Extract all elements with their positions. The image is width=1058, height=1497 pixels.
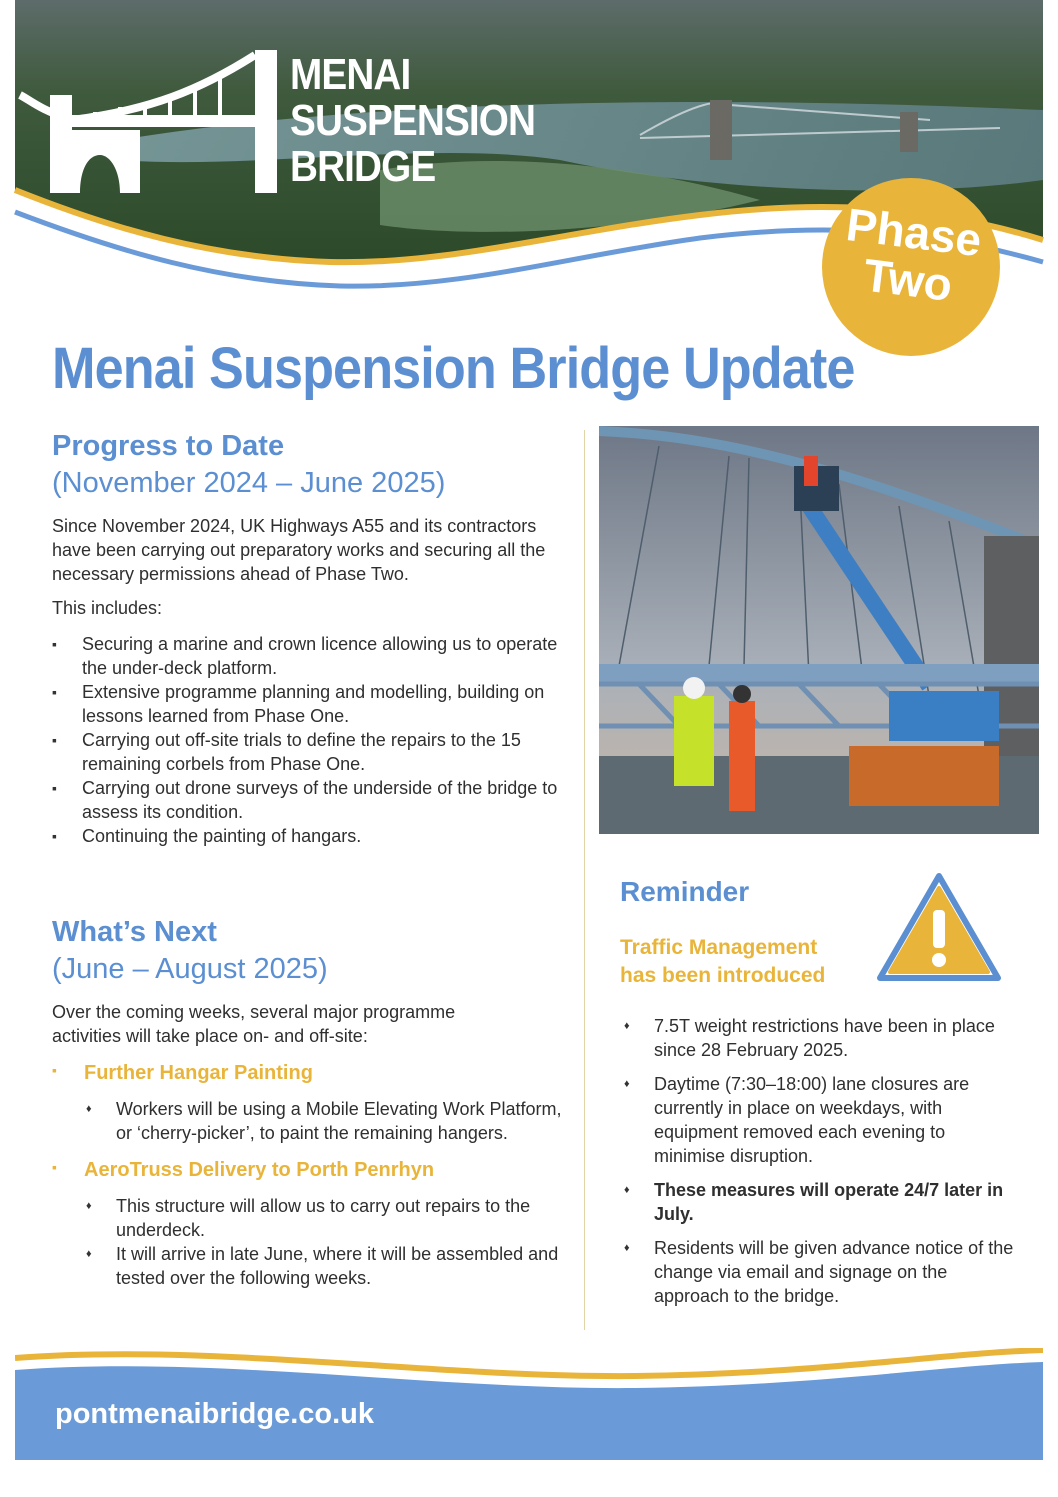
list-item: ▪ Securing a marine and crown licence allowing us to operate the under-deck platform. bbox=[52, 632, 567, 680]
hangar-list bbox=[52, 1097, 567, 1145]
list-item: ▪ Carrying out off-site trials to define the repairs to the 15 remaining corbels from Phase One. bbox=[52, 728, 567, 776]
next-dates: (June – August 2025) bbox=[52, 953, 328, 985]
list-item: ▪ Continuing the painting of hangars. bbox=[52, 824, 567, 848]
traffic-subtitle-line-2: has been introduced bbox=[620, 964, 826, 987]
reminder-list bbox=[620, 1014, 1020, 1308]
list-item: ▪ Extensive programme planning and modelling, building on lessons learned from Phase One. bbox=[52, 680, 567, 728]
progress-section bbox=[52, 428, 567, 848]
progress-intro: Since November 2024, UK Highways A55 and its contractors have been carrying out preparatory works and securing all the necessary permissions ahead of Phase Two. bbox=[52, 516, 546, 584]
next-intro: Over the coming weeks, several major programme activities will take place on- and off-site: bbox=[52, 1002, 456, 1046]
aerotruss-list bbox=[52, 1194, 567, 1290]
logo-line-3: BRIDGE bbox=[290, 142, 436, 191]
logo-wordmark bbox=[290, 52, 535, 190]
list-item: ♦ Daytime (7:30–18:00) lane closures are currently in place on weekdays, with equipment removed each evening to minimise disruption. bbox=[620, 1072, 1020, 1168]
progress-includes: This includes: bbox=[52, 598, 163, 618]
list-item: ▪ Carrying out drone surveys of the underside of the bridge to assess its condition. bbox=[52, 776, 567, 824]
progress-dates: (November 2024 – June 2025) bbox=[52, 467, 446, 499]
progress-heading: Progress to Date bbox=[52, 430, 285, 462]
list-item: ♦ Workers will be using a Mobile Elevating Work Platform, or ‘cherry-picker’, to paint the remaining hangers. bbox=[82, 1097, 567, 1145]
workers-photo bbox=[599, 426, 1039, 834]
phase-badge-line-1: Phase bbox=[843, 198, 985, 267]
list-item: ♦ Residents will be given advance notice of the change via email and signage on the approach to the bridge. bbox=[620, 1236, 1020, 1308]
progress-list bbox=[52, 632, 567, 848]
list-item: ♦ It will arrive in late June, where it will be assembled and tested over the following weeks. bbox=[82, 1242, 567, 1290]
warning-triangle-icon bbox=[876, 872, 1002, 984]
column-divider bbox=[584, 430, 585, 1330]
page-title: Menai Suspension Bridge Update bbox=[52, 336, 855, 401]
phase-badge-line-2: Two bbox=[860, 248, 956, 312]
traffic-management-subtitle bbox=[620, 934, 880, 990]
section-title-hangar: ▪ Further Hangar Painting bbox=[52, 1062, 567, 1085]
logo-line-2: SUSPENSION bbox=[290, 96, 536, 145]
traffic-subtitle-line-1: Traffic Management bbox=[620, 936, 818, 959]
next-heading: What’s Next bbox=[52, 916, 217, 948]
list-item: ♦ These measures will operate 24/7 later in July. bbox=[620, 1178, 1020, 1226]
list-item: ♦ 7.5T weight restrictions have been in place since 28 February 2025. bbox=[620, 1014, 1020, 1062]
website-link[interactable]: pontmenaibridge.co.uk bbox=[55, 1398, 375, 1430]
list-item: ♦ This structure will allow us to carry out repairs to the underdeck. bbox=[82, 1194, 567, 1242]
logo-line-1: MENAI bbox=[290, 50, 411, 99]
section-title-aerotruss: ▪ AeroTruss Delivery to Porth Penrhyn bbox=[52, 1159, 567, 1182]
reminder-title: Reminder bbox=[620, 876, 750, 907]
next-section bbox=[52, 914, 567, 1290]
